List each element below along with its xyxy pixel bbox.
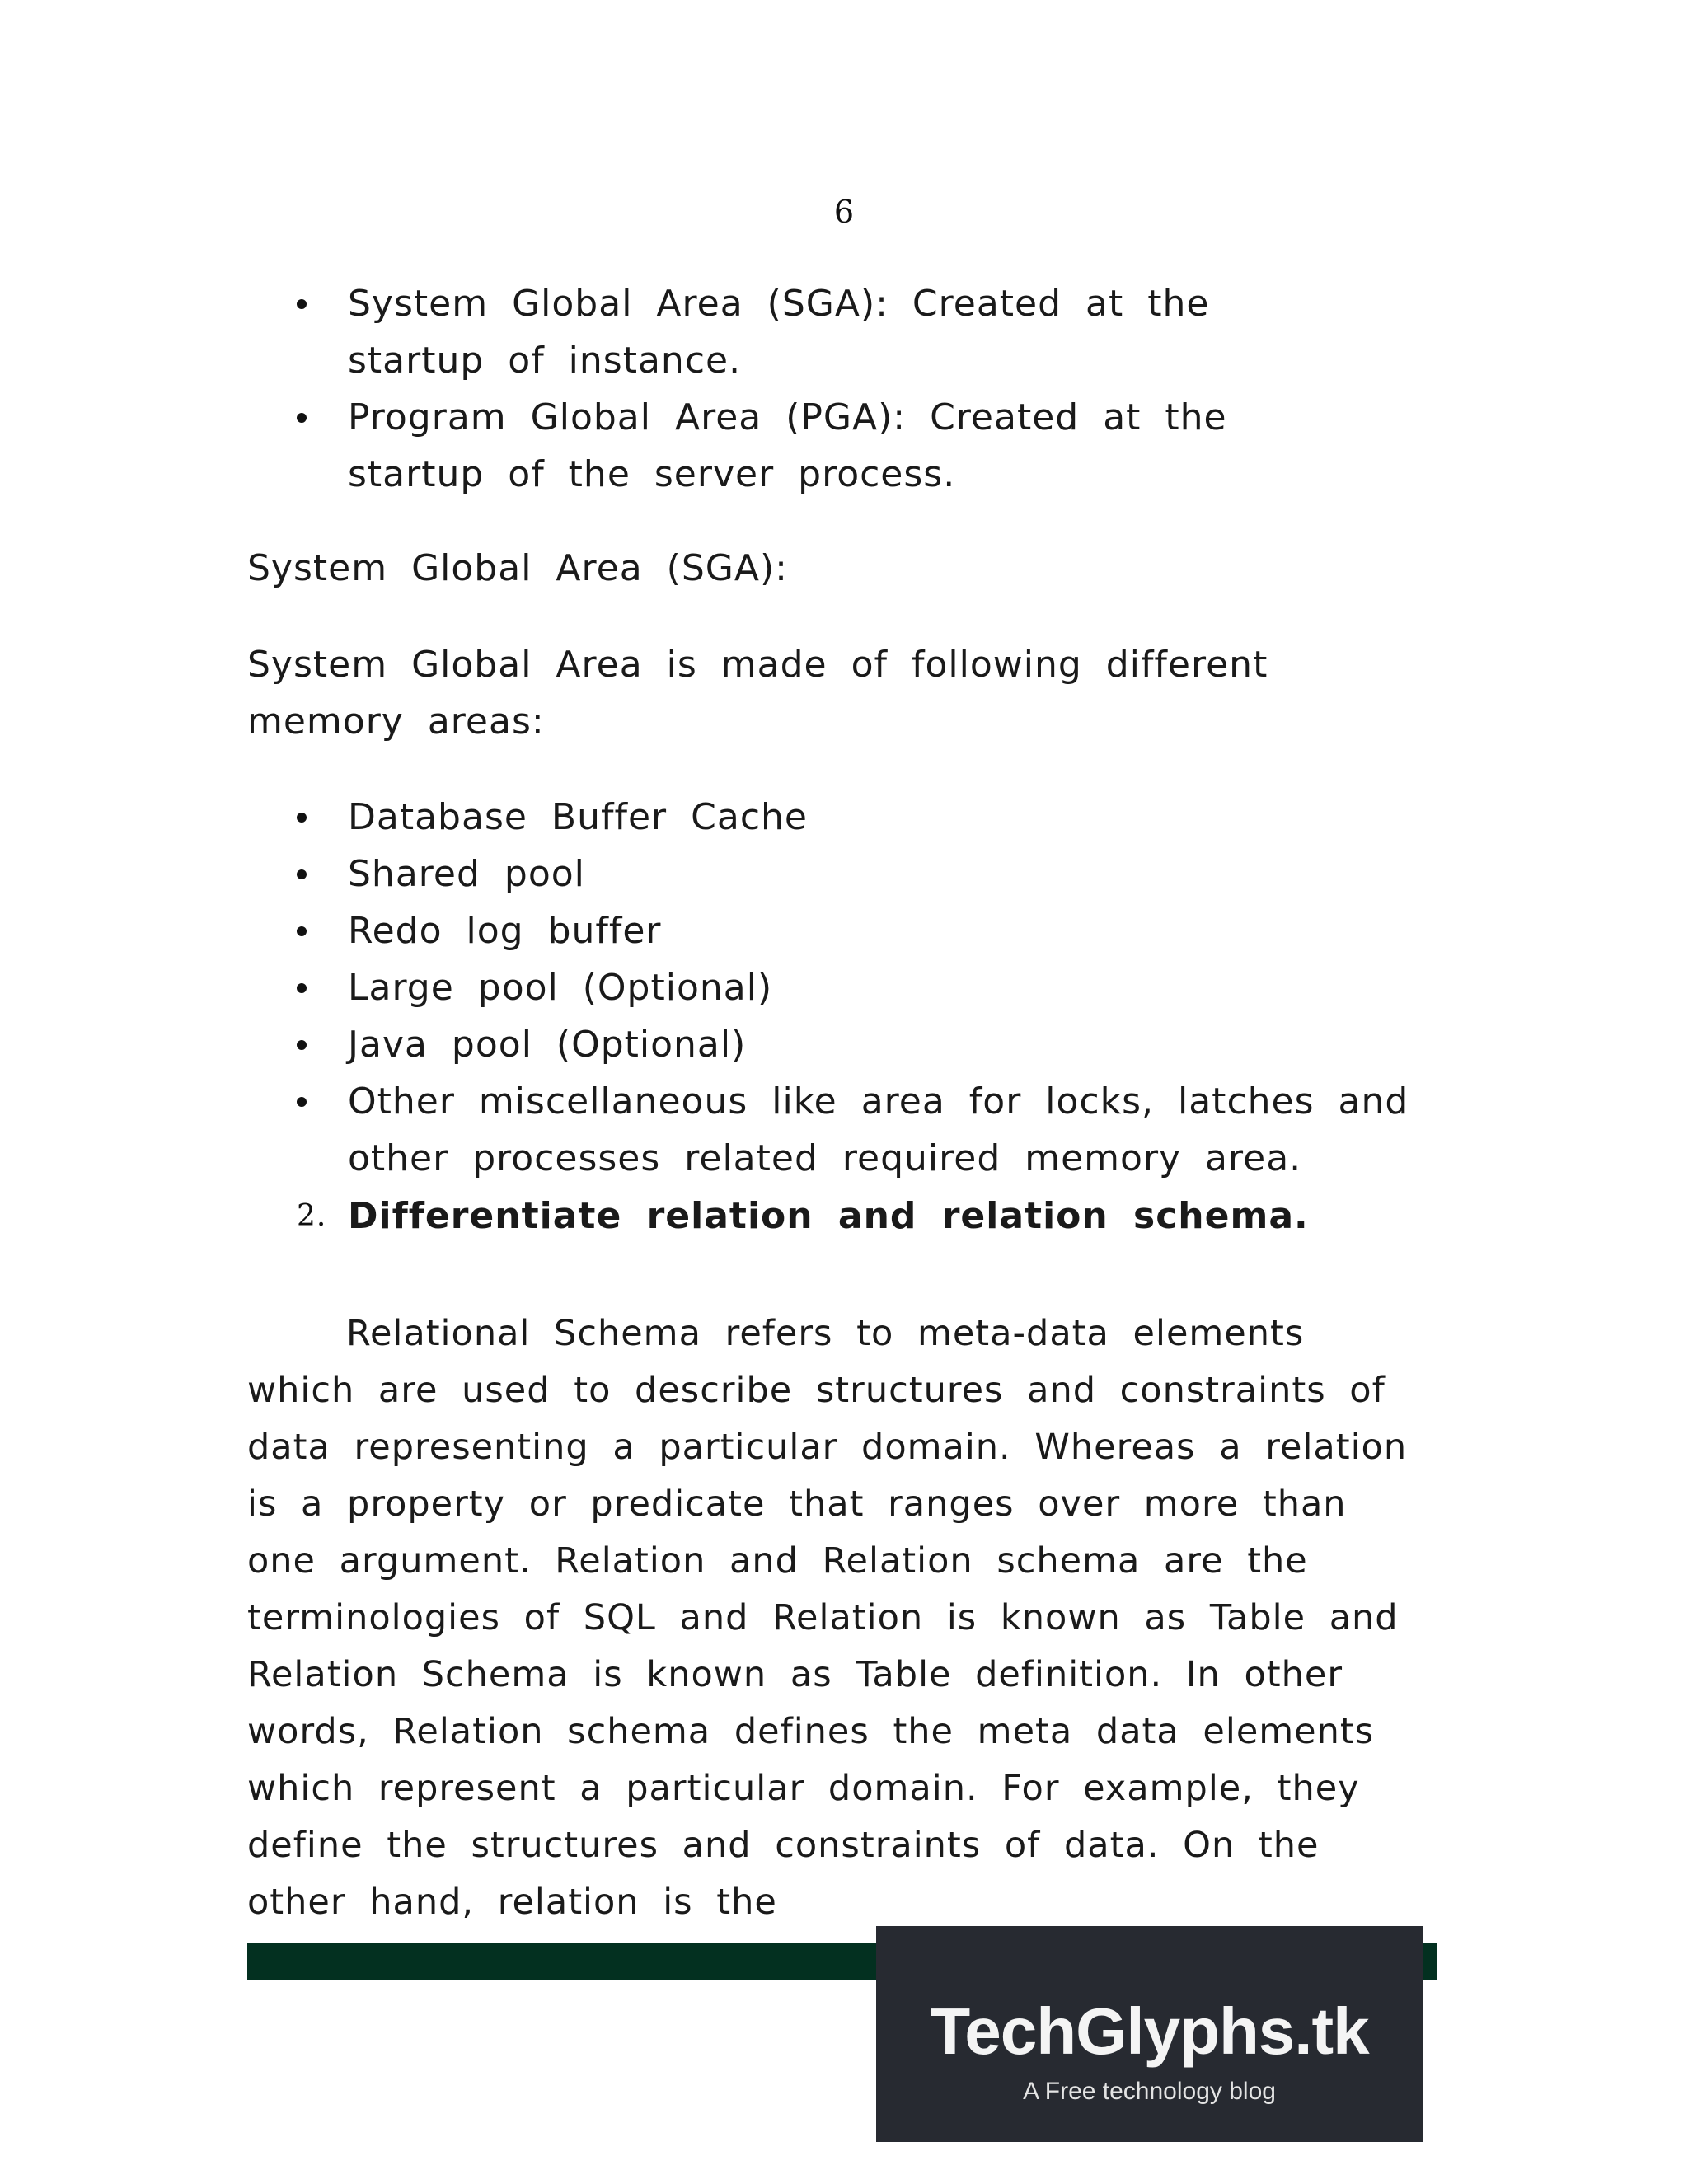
bullet-dot-icon	[297, 813, 307, 823]
answer-paragraph: Relational Schema refers to meta-data elements which are used to describe structures and constraints of data representing a particular domain. Whereas a relation is a property or predicate that ranges over more than one argument. Relation and Relation schema are the terminologies of SQL and Relation is known as Table and Relation Schema is known as Table definition. In other words, Relation schema defines the meta data elements which represent a particular domain. For example, they define the structures and constraints of data. On the other hand, relation is the	[247, 1313, 1408, 1923]
memory-area-list	[247, 789, 1451, 1187]
section-heading: System Global Area (SGA):	[247, 547, 788, 589]
list-item	[247, 959, 1451, 1016]
list-item-text: Redo log buffer	[348, 910, 662, 952]
bullet-dot-icon	[297, 299, 307, 309]
list-item	[247, 275, 1337, 389]
list-item-text: Program Global Area (PGA): Created at the startup of the server process.	[348, 396, 1227, 495]
logo-subtitle: A Free technology blog	[1023, 2078, 1276, 2105]
list-item	[247, 1073, 1451, 1187]
bullet-dot-icon	[297, 1040, 307, 1050]
list-item-text: Shared pool	[348, 853, 585, 895]
list-item-text: Database Buffer Cache	[348, 796, 808, 838]
list-item-text: System Global Area (SGA): Created at the startup of instance.	[348, 283, 1210, 382]
list-item-text: Other miscellaneous like area for locks, latches and other processes related required memory area.	[348, 1080, 1409, 1179]
intro-bullet-list	[247, 275, 1451, 503]
logo-title: TechGlyphs.tk	[930, 1994, 1369, 2068]
bullet-dot-icon	[297, 983, 307, 993]
page-number: 6	[833, 194, 855, 230]
list-item-text: Large pool (Optional)	[348, 967, 773, 1009]
question-text: Differentiate relation and relation schema.	[348, 1195, 1309, 1237]
list-item	[247, 789, 1451, 846]
list-item	[247, 902, 1451, 959]
section-intro: System Global Area is made of following different memory areas:	[247, 644, 1268, 743]
bullet-dot-icon	[297, 413, 307, 423]
list-item	[247, 389, 1378, 503]
blog-logo	[876, 1926, 1423, 2142]
list-item-text: Java pool (Optional)	[348, 1024, 747, 1066]
bullet-dot-icon	[297, 869, 307, 879]
list-item	[247, 846, 1451, 902]
bullet-dot-icon	[297, 926, 307, 936]
question-number: 2.	[297, 1199, 327, 1233]
list-item	[247, 1016, 1451, 1073]
bullet-dot-icon	[297, 1097, 307, 1107]
